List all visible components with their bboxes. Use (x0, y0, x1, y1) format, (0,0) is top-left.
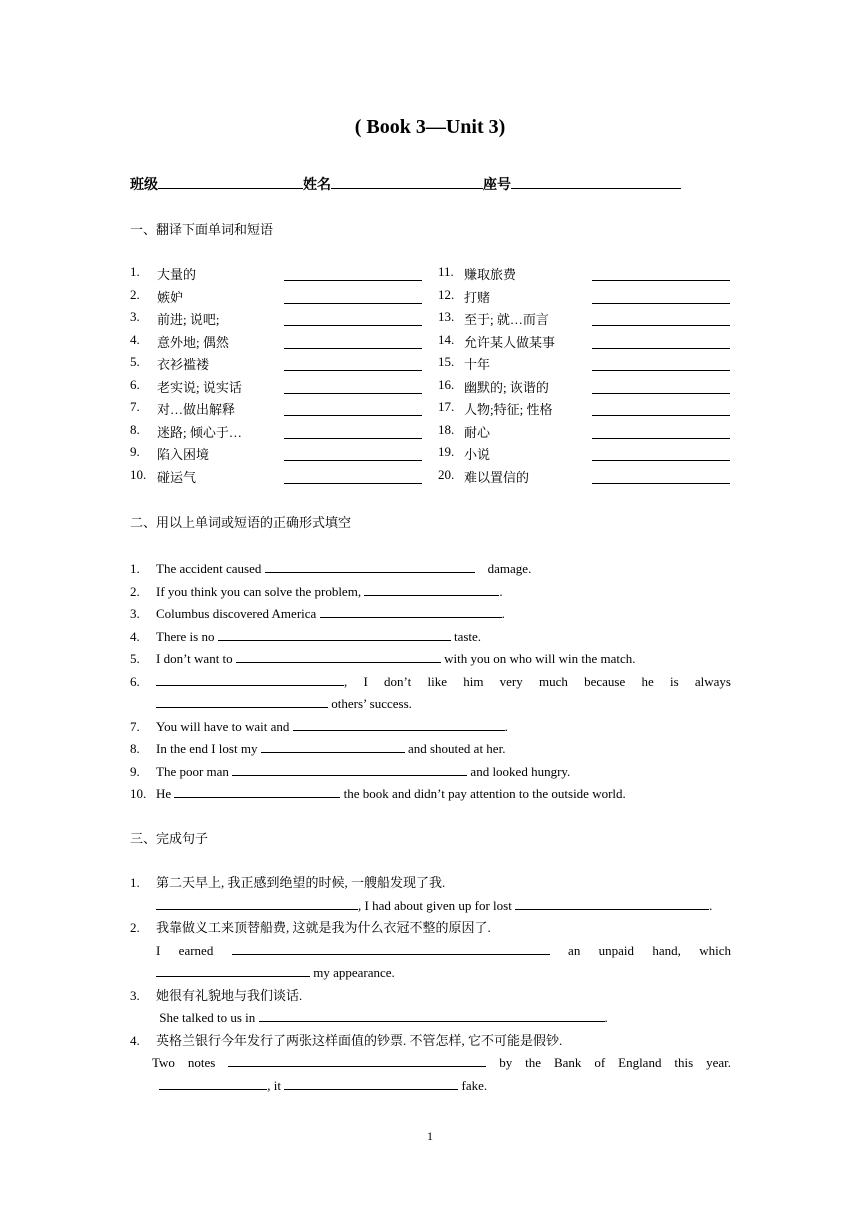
answer-blank[interactable] (592, 380, 730, 394)
answer-blank[interactable] (261, 738, 405, 753)
item-text: . (504, 718, 508, 734)
list-item (130, 985, 731, 1030)
item-number: 15. (438, 354, 455, 369)
item-text: damage. (487, 561, 532, 576)
answer-blank[interactable] (232, 761, 467, 776)
answer-blank[interactable] (284, 402, 422, 416)
list-item (130, 738, 731, 761)
item-text: 赚取旅费 (464, 267, 517, 282)
item-number: 6. (130, 376, 140, 392)
answer-blank[interactable] (284, 447, 422, 461)
answer-blank[interactable] (284, 312, 422, 326)
item-text: Columbus discovered America (156, 606, 317, 621)
answer-blank[interactable] (284, 470, 422, 484)
item-text: . (709, 897, 713, 913)
list-item (130, 354, 740, 377)
item-number: 16. (438, 376, 455, 392)
answer-blank[interactable] (592, 267, 730, 281)
item-number: 5. (130, 651, 140, 666)
item-number: 7. (130, 399, 140, 414)
list-item (130, 626, 731, 649)
item-text: by the Bank of England this year. (499, 1055, 732, 1070)
answer-blank[interactable] (293, 716, 505, 731)
item-text: There is no (156, 628, 215, 644)
item-text: 人物;特征; 性格 (464, 402, 553, 417)
answer-blank[interactable] (284, 267, 422, 281)
seat-label: 座号 (483, 178, 511, 193)
list-item (130, 399, 740, 422)
item-text: 迷路; 倾心于… (157, 424, 242, 440)
item-number: 2. (130, 583, 140, 599)
class-blank[interactable] (158, 174, 303, 189)
item-number: 4. (130, 331, 140, 347)
item-text: You will have to wait and (156, 718, 290, 734)
item-number: 20. (438, 466, 455, 482)
item-text: . (501, 606, 505, 621)
answer-blank[interactable] (156, 895, 358, 910)
item-number: 17. (438, 399, 455, 414)
item-text: 陷入困境 (157, 447, 210, 462)
item-text: 小说 (464, 447, 491, 462)
item-number: 1. (130, 561, 140, 576)
item-number: 2. (130, 920, 140, 935)
answer-blank[interactable] (156, 693, 328, 708)
fill-blank-list (130, 558, 731, 806)
item-text: In the end I lost my (156, 741, 258, 756)
name-label: 姓名 (303, 178, 331, 193)
answer-blank[interactable] (592, 290, 730, 304)
item-text: an unpaid hand, which (568, 942, 732, 958)
item-text: 幽默的; 诙谐的 (464, 379, 549, 395)
item-number: 3. (130, 606, 140, 621)
item-number: 18. (438, 421, 455, 437)
item-number: 8. (130, 421, 140, 437)
list-item (130, 872, 731, 917)
name-blank[interactable] (331, 174, 483, 189)
student-info-line (130, 174, 681, 194)
section2-heading: 二、用以上单词或短语的正确形式填空 (130, 515, 352, 530)
answer-blank[interactable] (284, 290, 422, 304)
answer-blank[interactable] (174, 783, 340, 798)
chinese-sentence: 她很有礼貌地与我们谈话. (156, 987, 303, 1003)
item-number: 2. (130, 286, 140, 302)
list-item (130, 648, 731, 671)
item-number: 13. (438, 309, 455, 324)
chinese-sentence: 第二天早上, 我正感到绝望的时候, 一艘船发现了我. (156, 875, 446, 890)
item-number: 19. (438, 444, 455, 459)
item-text: 对…做出解释 (157, 402, 236, 417)
answer-blank[interactable] (592, 425, 730, 439)
item-text: If you think you can solve the problem, (156, 583, 362, 599)
item-text: , I had about given up for lost (358, 897, 512, 913)
answer-blank[interactable] (592, 402, 730, 416)
item-number: 3. (130, 309, 140, 324)
item-number: 9. (130, 763, 140, 779)
sentence-completion-list (130, 872, 731, 1097)
item-text: 大量的 (157, 267, 197, 282)
item-text: . (604, 1010, 608, 1025)
item-text: I don’t want to (156, 651, 233, 666)
list-item (130, 444, 740, 467)
answer-blank[interactable] (592, 312, 730, 326)
class-label: 班级 (130, 178, 158, 193)
list-item (130, 558, 731, 581)
item-number: 10. (130, 786, 147, 801)
item-text: . (499, 583, 503, 599)
item-text: 前进; 说吧; (157, 312, 220, 327)
answer-blank[interactable] (159, 1075, 267, 1090)
list-item (130, 377, 740, 400)
item-text: the book and didn’t pay attention to the outside world. (343, 786, 626, 801)
item-text: others’ success. (331, 696, 412, 711)
answer-blank[interactable] (592, 335, 730, 349)
list-item (130, 761, 731, 784)
answer-blank[interactable] (284, 425, 422, 439)
item-number: 6. (130, 673, 140, 689)
answer-blank[interactable] (320, 603, 502, 618)
item-text: with you on who will win the match. (444, 651, 636, 666)
item-number: 5. (130, 354, 140, 369)
section3-heading: 三、完成句子 (130, 831, 209, 846)
item-text: my appearance. (313, 965, 395, 980)
item-number: 1. (130, 875, 140, 890)
item-text: She talked to us in (159, 1010, 256, 1025)
item-text: 意外地; 偶然 (157, 334, 229, 350)
answer-blank[interactable] (592, 357, 730, 371)
item-number: 11. (438, 264, 454, 279)
answer-blank[interactable] (284, 357, 422, 371)
answer-blank[interactable] (259, 1007, 605, 1022)
item-text: 至于; 就…而言 (464, 312, 549, 327)
item-text: and looked hungry. (470, 763, 571, 779)
item-text: The poor man (156, 763, 229, 779)
list-item (130, 422, 740, 445)
item-text: 碰运气 (157, 469, 197, 485)
item-number: 4. (130, 1032, 140, 1048)
item-text: fake. (461, 1077, 488, 1093)
item-text: taste. (453, 628, 482, 644)
item-text: and shouted at her. (407, 741, 506, 756)
answer-blank[interactable] (284, 335, 422, 349)
item-text: Two notes (152, 1055, 216, 1070)
item-number: 7. (130, 718, 140, 734)
list-item (130, 467, 740, 490)
item-text: 老实说; 说实话 (157, 379, 242, 395)
item-number: 9. (130, 444, 140, 459)
list-item (130, 309, 740, 332)
item-number: 12. (438, 286, 455, 302)
list-item (130, 783, 731, 806)
item-text: , I don’t like him very much because he is always (344, 673, 731, 689)
item-text: 嫉妒 (157, 289, 184, 305)
answer-blank[interactable] (228, 1052, 486, 1067)
item-number: 10. (130, 466, 147, 482)
list-item (130, 917, 731, 985)
list-item (130, 287, 740, 310)
answer-blank[interactable] (515, 895, 709, 910)
answer-blank[interactable] (236, 648, 441, 663)
answer-blank[interactable] (592, 470, 730, 484)
list-item (130, 264, 740, 287)
answer-blank[interactable] (284, 380, 422, 394)
item-number: 3. (130, 987, 140, 1003)
list-item (130, 671, 731, 716)
list-item (130, 1030, 731, 1098)
vocab-list (130, 264, 740, 489)
answer-blank[interactable] (265, 558, 475, 573)
item-text: The accident caused (156, 561, 262, 576)
chinese-sentence: 英格兰银行今年发行了两张这样面值的钞票. 不管怎样, 它不可能是假钞. (156, 1032, 563, 1048)
item-text: I earned (156, 942, 214, 958)
item-text: 允许某人做某事 (464, 334, 556, 350)
list-item (130, 716, 731, 739)
item-number: 14. (438, 331, 455, 347)
list-item (130, 603, 731, 626)
list-item (130, 332, 740, 355)
section1-heading: 一、翻译下面单词和短语 (130, 222, 274, 237)
page-number: 1 (427, 1129, 433, 1143)
item-text: 十年 (464, 357, 491, 372)
answer-blank[interactable] (156, 671, 344, 686)
item-text: 打赌 (464, 289, 491, 305)
answer-blank[interactable] (284, 1075, 458, 1090)
answer-blank[interactable] (592, 447, 730, 461)
item-text: 耐心 (464, 424, 491, 440)
answer-blank[interactable] (156, 962, 310, 977)
answer-blank[interactable] (218, 626, 451, 641)
item-number: 1. (130, 264, 140, 279)
item-text: , it (267, 1077, 281, 1093)
answer-blank[interactable] (232, 940, 550, 955)
item-text: 难以置信的 (464, 469, 530, 485)
item-number: 4. (130, 628, 140, 644)
chinese-sentence: 我靠做义工来顶替船费, 这就是我为什么衣冠不整的原因了. (156, 920, 491, 935)
item-text: He (156, 786, 172, 801)
item-text: 衣衫褴褛 (157, 357, 210, 372)
list-item (130, 581, 731, 604)
page-title: ( Book 3—Unit 3) (354, 116, 506, 138)
seat-blank[interactable] (511, 174, 681, 189)
item-number: 8. (130, 741, 140, 756)
answer-blank[interactable] (364, 581, 499, 596)
